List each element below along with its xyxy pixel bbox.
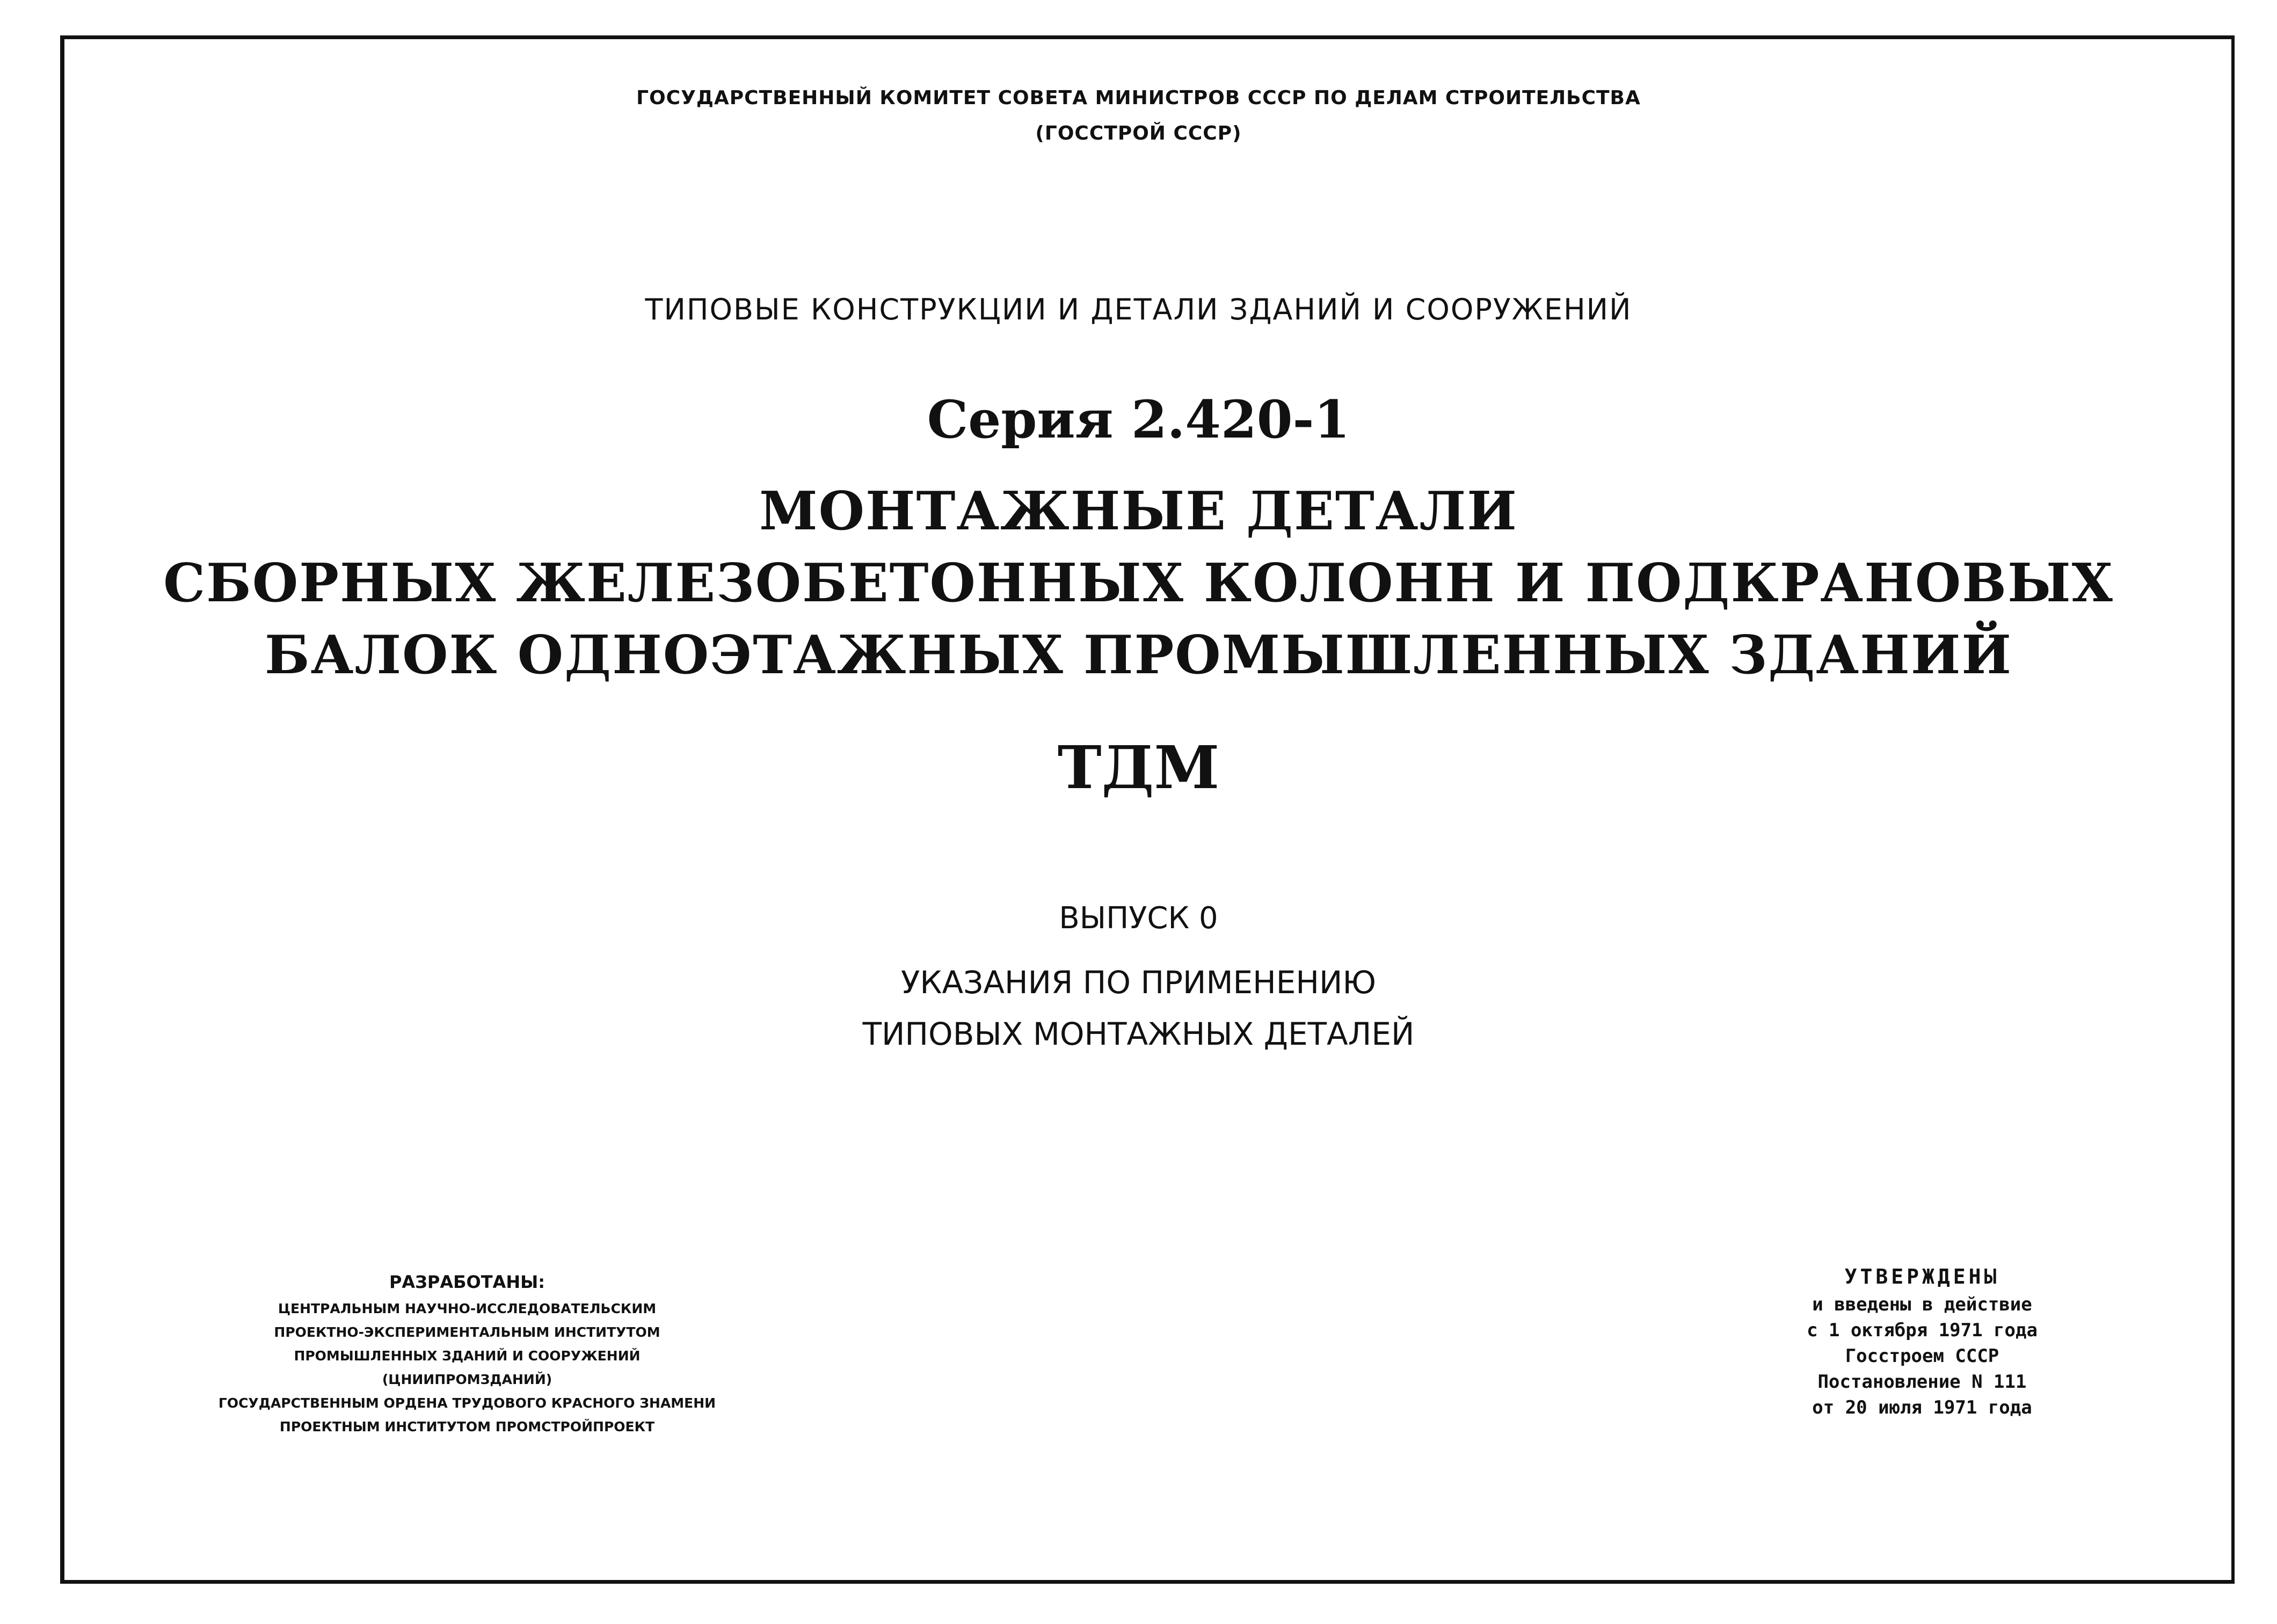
title-line-3: БАЛОК ОДНОЭТАЖНЫХ ПРОМЫШЛЕННЫХ ЗДАНИЙ [264,624,2013,686]
developers-line: ПРОЕКТНЫМ ИНСТИТУТОМ ПРОМСТРОЙПРОЕКТ [279,1419,655,1434]
developers-heading: РАЗРАБОТАНЫ: [389,1272,545,1292]
series-code: ТДМ [1057,733,1220,802]
approval-line: Постановление N 111 [1817,1371,2027,1393]
series-number: Серия 2.420-1 [927,389,1350,450]
developers-line: (ЦНИИПРОМЗДАНИЙ) [382,1372,552,1387]
developers-line: ПРОМЫШЛЕННЫХ ЗДАНИЙ И СООРУЖЕНИЙ [294,1348,641,1364]
ministry-header [0,81,2277,151]
ministry-line-1: ГОСУДАРСТВЕННЫЙ КОМИТЕТ СОВЕТА МИНИСТРОВ СССР ПО ДЕЛАМ СТРОИТЕЛЬСТВА [636,87,1641,109]
ministry-line-2: (ГОССТРОЙ СССР) [1035,122,1242,144]
developers-line: ЦЕНТРАЛЬНЫМ НАУЧНО-ИССЛЕДОВАТЕЛЬСКИМ [278,1301,657,1316]
subtitle-line-1: УКАЗАНИЯ ПО ПРИМЕНЕНИЮ [900,964,1377,1001]
issue-subtitle [0,957,2277,1060]
approval-block [1718,1262,2126,1421]
approval-heading: УТВЕРЖДЕНЫ [1844,1265,2000,1288]
developers-line: ГОСУДАРСТВЕННЫМ ОРДЕНА ТРУДОВОГО КРАСНОГО ЗНАМЕНИ [218,1395,716,1411]
subtitle-line-2: ТИПОВЫХ МОНТАЖНЫХ ДЕТАЛЕЙ [862,1016,1415,1052]
document-title [0,476,2277,691]
issue-number: ВЫПУСК 0 [1059,901,1218,936]
title-line-1: МОНТАЖНЫЕ ДЕТАЛИ [759,480,1518,542]
developers-block [129,1267,805,1439]
approval-line: и введены в действие [1812,1294,2032,1315]
approval-line: от 20 июля 1971 года [1812,1397,2032,1418]
approval-line: Госстроем СССР [1845,1345,1999,1367]
title-line-2: СБОРНЫХ ЖЕЛЕЗОБЕТОННЫХ КОЛОНН И ПОДКРАНОВЫХ [163,552,2114,614]
developers-line: ПРОЕКТНО-ЭКСПЕРИМЕНТАЛЬНЫМ ИНСТИТУТОМ [274,1324,660,1340]
category-heading: ТИПОВЫЕ КОНСТРУКЦИИ И ДЕТАЛИ ЗДАНИЙ И СООРУЖЕНИЙ [645,293,1632,326]
approval-line: с 1 октября 1971 года [1807,1320,2038,1341]
